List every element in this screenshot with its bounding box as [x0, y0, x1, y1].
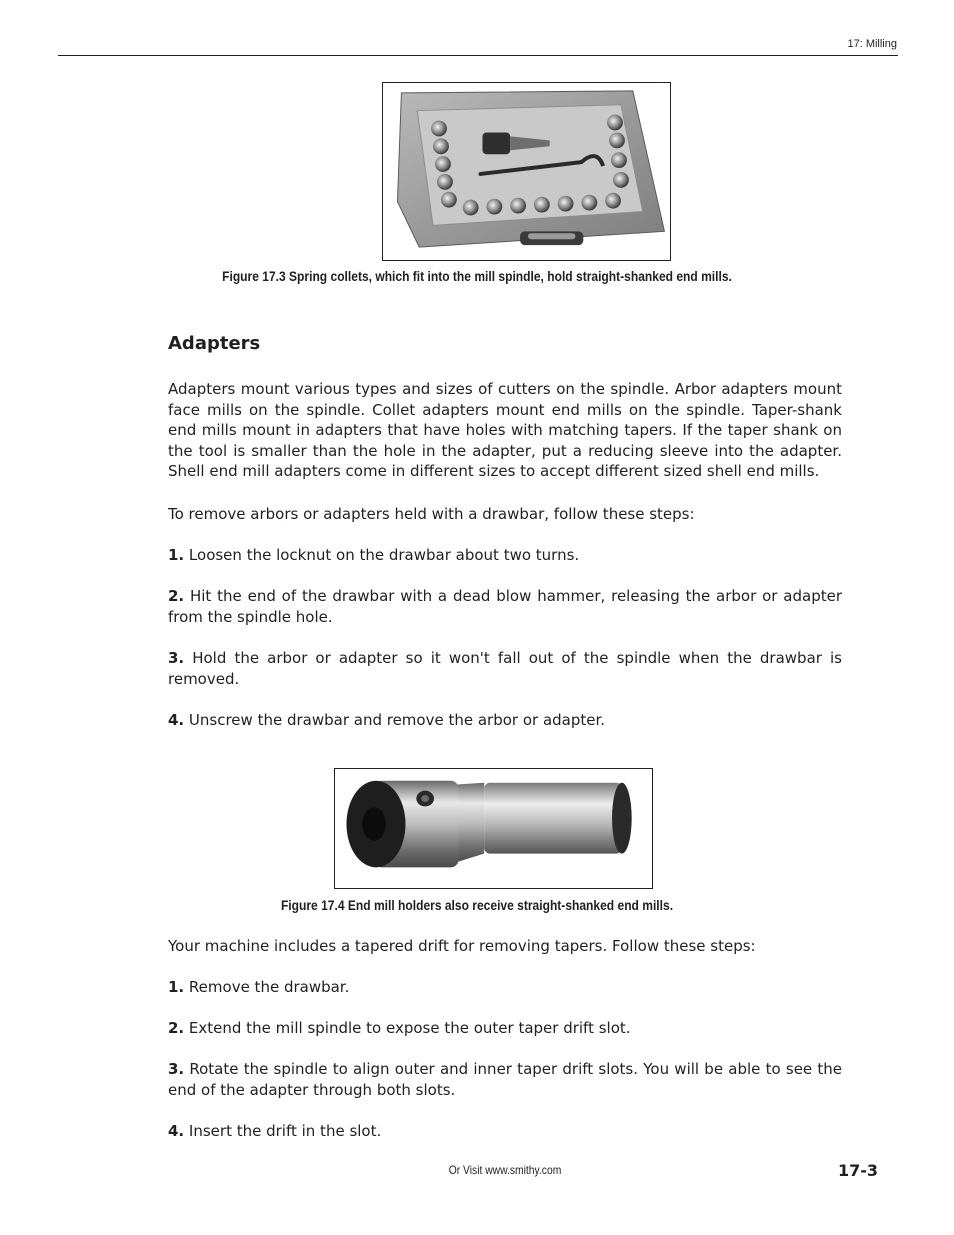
- section-heading: Adapters: [168, 333, 261, 354]
- step-item: [168, 1018, 842, 1039]
- step-text: Remove the drawbar.: [188, 978, 350, 996]
- figure-collet-set-photo: [382, 82, 671, 261]
- step-number: 2.: [168, 587, 185, 605]
- step-number: 3.: [168, 649, 185, 667]
- lead-paragraph: To remove arbors or adapters held with a drawbar, follow these steps:: [168, 505, 695, 523]
- step-text: Extend the mill spindle to expose the outer taper drift slot.: [188, 1019, 631, 1037]
- figure-caption: Figure 17.3 Spring collets, which fit into the mill spindle, hold straight-shanked end mills.: [222, 268, 732, 284]
- step-number: 4.: [168, 711, 185, 729]
- end-mill-holder-illustration: [335, 769, 652, 888]
- step-item: [168, 545, 842, 566]
- step-number: 1.: [168, 978, 185, 996]
- figure-end-mill-holder-photo: [334, 768, 653, 889]
- step-text: Loosen the locknut on the drawbar about two turns.: [188, 546, 580, 564]
- step-item: [168, 586, 842, 627]
- step-item: [168, 1121, 842, 1142]
- step-number: 2.: [168, 1019, 185, 1037]
- step-text: Insert the drift in the slot.: [188, 1122, 382, 1140]
- header-rule: [58, 55, 898, 56]
- step-number: 4.: [168, 1122, 185, 1140]
- step-item: [168, 710, 842, 731]
- step-item: [168, 977, 842, 998]
- step-text: Hold the arbor or adapter so it won't fall out of the spindle when the drawbar is removed.: [168, 649, 842, 688]
- step-number: 1.: [168, 546, 185, 564]
- step-number: 3.: [168, 1060, 185, 1078]
- chapter-label: 17: Milling: [847, 38, 897, 50]
- step-text: Rotate the spindle to align outer and inner taper drift slots. You will be able to see the end of the adapter through both slots.: [168, 1060, 842, 1099]
- step-item: [168, 1059, 842, 1100]
- step-text: Hit the end of the drawbar with a dead blow hammer, releasing the arbor or adapter from the spindle hole.: [168, 587, 842, 626]
- step-item: [168, 648, 842, 689]
- step-text: Unscrew the drawbar and remove the arbor or adapter.: [188, 711, 606, 729]
- collet-case-illustration: [383, 83, 670, 260]
- footer-website-link[interactable]: Or Visit www.smithy.com: [448, 1163, 562, 1177]
- intro-paragraph: Adapters mount various types and sizes of cutters on the spindle. Arbor adapters mount face mills on the spindle. Collet adapters mount end mills on the spindle. Taper-shank end mills mount in adapters that have holes with matching tapers. If the taper shank on the tool is smaller than the hole in the adapter, put a reducing sleeve into the adapter. Shell end mill adapters come in different sizes to accept different sized shell end mills.: [168, 380, 842, 481]
- page-number: 17-3: [837, 1161, 878, 1180]
- lead-paragraph: Your machine includes a tapered drift for removing tapers. Follow these steps:: [168, 937, 756, 955]
- figure-caption: Figure 17.4 End mill holders also receive straight-shanked end mills.: [280, 897, 674, 913]
